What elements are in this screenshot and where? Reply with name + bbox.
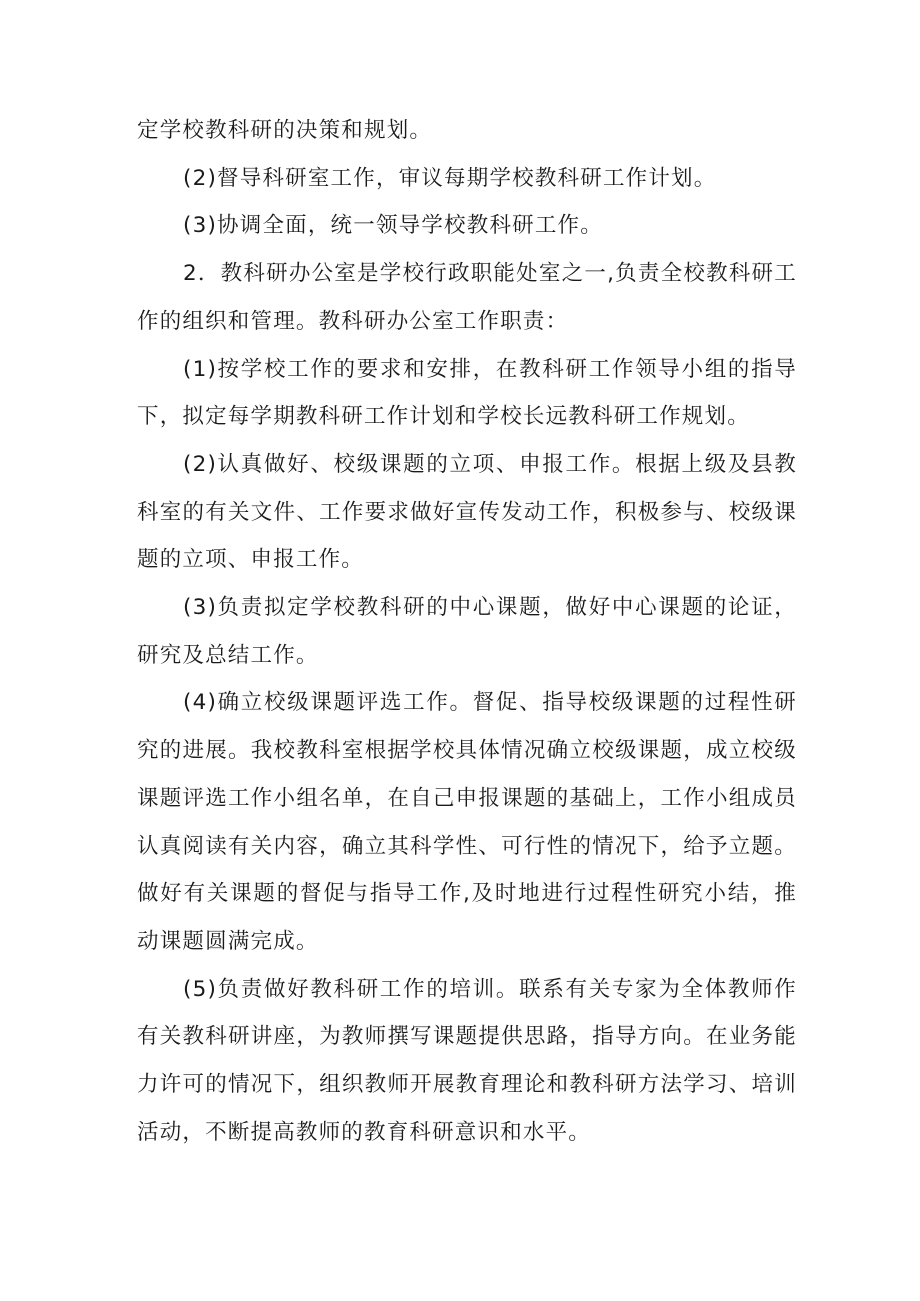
paragraph-duty-5: (5)负责做好教科研工作的培训。联系有关专家为全体教师作有关教科研讲座，为教师撰写课题提供思路，指导方向。在业务能力许可的情况下，组织教师开展教育理论和教科研方法学习、培训活动，不断提高教师的教育科研意识和水平。 — [137, 976, 797, 1145]
paragraph-duty-2: (2)认真做好、校级课题的立项、申报工作。根据上级及县教科室的有关文件、工作要求做好宣传发动工作，积极参与、校级课题的立项、申报工作。 — [137, 451, 797, 573]
paragraph-duty-3: (3)负责拟定学校教科研的中心课题，做好中心课题的论证，研究及总结工作。 — [137, 595, 797, 668]
paragraph-duty-4: (4)确立校级课题评选工作。督促、指导校级课题的过程性研究的进展。我校教科室根据学校具体情况确立校级课题，成立校级课题评选工作小组名单，在自己申报课题的基础上，工作小组成员认真阅读有关内容，确立其科学性、可行性的情况下，给予立题。做好有关课题的督促与指导工作,及时地进行过程性研究小结，推动课题圆满完成。 — [137, 690, 797, 954]
paragraph-continuation: 定学校教科研的决策和规划。 — [137, 118, 433, 143]
paragraph-item-3: (3)协调全面，统一领导学校教科研工作。 — [183, 213, 603, 239]
paragraph-item-2: (2)督导科研室工作，审议每期学校教科研工作计划。 — [183, 165, 717, 191]
document-page — [137, 107, 797, 1156]
paragraph-duty-1: (1)按学校工作的要求和安排，在教科研工作领导小组的指导下，拟定每学期教科研工作计划和学校长远教科研工作规划。 — [137, 356, 797, 430]
paragraph-section-2: 2．教科研办公室是学校行政职能处室之一,负责全校教科研工作的组织和管理。教科研办公室工作职责： — [137, 261, 797, 334]
